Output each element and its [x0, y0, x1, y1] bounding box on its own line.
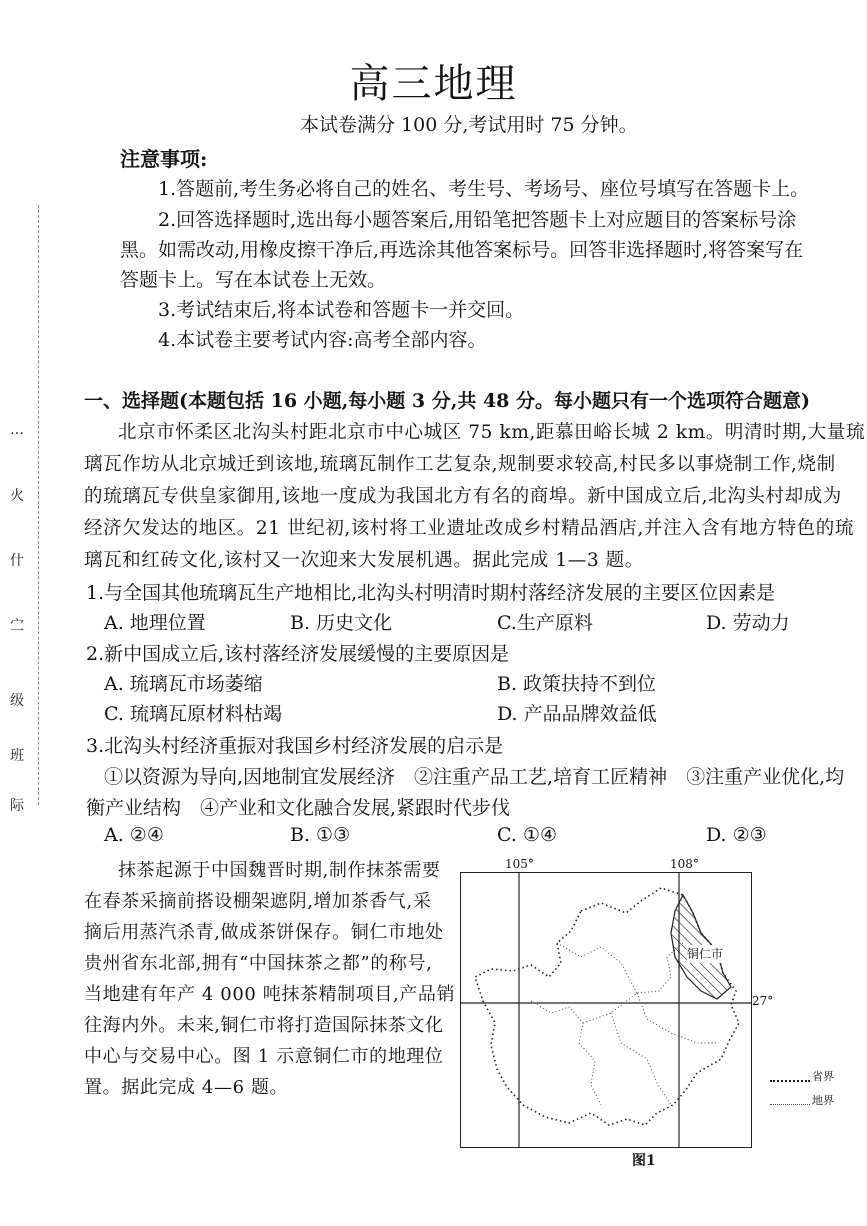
legend-line-province	[770, 1080, 810, 1082]
passage-line: 在春茶采摘前搭设棚架遮阴,增加茶香气,采	[84, 891, 432, 912]
question-1-stem: 1.与全国其他琉璃瓦生产地相比,北沟头村明清时期村落经济发展的主要区位因素是	[86, 582, 776, 604]
prefecture-boundary	[637, 993, 719, 1043]
notice-line: 黑。如需改动,用橡皮擦干净后,再选涂其他答案标号。回答非选择题时,将答案写在	[120, 239, 804, 261]
passage-line: 贵州省东北部,拥有“中国抹茶之都”的称号,	[84, 953, 433, 974]
section-heading: 一、选择题(本题包括 16 小题,每小题 3 分,共 48 分。每小题只有一个选项符合题意)	[84, 390, 811, 412]
margin-mark: 际	[10, 798, 24, 814]
q2-option-c: C. 琉璃瓦原材料枯竭	[104, 703, 282, 725]
margin-mark: …	[10, 422, 24, 438]
q1-option-b: B. 历史文化	[290, 612, 393, 634]
tongren-label: 铜仁市	[687, 947, 724, 961]
legend-label: 省界	[812, 1070, 834, 1083]
question-2-stem: 2.新中国成立后,该村落经济发展缓慢的主要原因是	[86, 643, 510, 665]
figure-caption: 图1	[632, 1153, 656, 1169]
passage-line: 中心与交易中心。图 1 示意铜仁市的地理位	[84, 1046, 444, 1067]
q3-statements: ①以资源为导向,因地制宜发展经济 ②注重产品工艺,培育工匠精神 ③注重产业优化,均	[104, 766, 845, 788]
notice-line: 4.本试卷主要考试内容:高考全部内容。	[158, 329, 487, 351]
prefecture-boundary	[557, 943, 637, 993]
page-title: 高三地理	[349, 61, 518, 107]
passage-line: 经济欠发达的地区。21 世纪初,该村将工业遗址改成乡村精品酒店,并注入含有地方特色的琉	[84, 518, 854, 539]
binding-line	[38, 205, 40, 805]
passage-line: 摘后用蒸汽杀青,做成茶饼保存。铜仁市地处	[84, 922, 444, 943]
margin-mark: 级	[10, 693, 24, 709]
margin-mark: 火	[10, 488, 24, 504]
margin-mark: 㝉	[10, 618, 24, 634]
province-boundary	[475, 888, 739, 1125]
q3-statements: 衡产业结构 ④产业和文化融合发展,紧跟时代步伐	[86, 797, 511, 819]
q3-option-d: D. ②③	[706, 824, 767, 846]
prefecture-boundary	[611, 1013, 671, 1105]
latitude-label: 27°	[752, 994, 774, 1008]
notice-line: 2.回答选择题时,选出每小题答案后,用铅笔把答题卡上对应题目的答案标号涂	[158, 209, 797, 231]
q1-option-c: C.生产原料	[497, 612, 593, 634]
prefecture-boundary	[583, 943, 683, 1023]
q2-option-d: D. 产品品牌效益低	[497, 703, 657, 725]
map-drawing	[461, 873, 751, 1147]
q3-option-a: A. ②④	[104, 824, 164, 846]
q2-option-a: A. 琉璃瓦市场萎缩	[104, 673, 263, 695]
legend-line-prefecture	[770, 1104, 810, 1105]
longitude-label: 105°	[505, 857, 534, 871]
passage-line: 抹茶起源于中国魏晋时期,制作抹茶需要	[118, 860, 441, 881]
q3-option-b: B. ①③	[290, 824, 351, 846]
margin-mark: 班	[10, 748, 24, 764]
question-3-stem: 3.北沟头村经济重振对我国乡村经济发展的启示是	[86, 735, 504, 757]
notice-line: 答题卡上。写在本试卷上无效。	[120, 269, 387, 291]
notice-heading: 注意事项:	[120, 147, 208, 171]
q2-option-b: B. 政策扶持不到位	[497, 673, 657, 695]
passage-line: 置。据此完成 4—6 题。	[84, 1077, 289, 1098]
passage-line: 往海内外。未来,铜仁市将打造国际抹茶文化	[84, 1015, 444, 1036]
legend-label: 地界	[812, 1094, 834, 1107]
passage-line: 璃瓦作坊从北京城迁到该地,琉璃瓦制作工艺复杂,规制要求较高,村民多以事烧制工作,烧制	[84, 454, 836, 475]
passage-line: 璃瓦和红砖文化,该村又一次迎来大发展机遇。据此完成 1—3 题。	[84, 550, 644, 571]
notice-line: 1.答题前,考生务必将自己的姓名、考生号、考场号、座位号填写在答题卡上。	[158, 178, 810, 200]
margin-mark: 什	[10, 553, 24, 569]
longitude-label: 108°	[670, 857, 699, 871]
page-subtitle: 本试卷满分 100 分,考试用时 75 分钟。	[300, 114, 638, 136]
q1-option-d: D. 劳动力	[706, 612, 790, 634]
passage-line: 当地建有年产 4 000 吨抹茶精制项目,产品销	[84, 984, 456, 1005]
notice-line: 3.考试结束后,将本试卷和答题卡一并交回。	[158, 299, 525, 321]
map-figure	[460, 872, 752, 1148]
q1-option-a: A. 地理位置	[104, 612, 206, 634]
passage-line: 的琉璃瓦专供皇家御用,该地一度成为我国北方有名的商埠。新中国成立后,北沟头村却成为	[84, 486, 842, 507]
q3-option-c: C. ①④	[497, 824, 558, 846]
passage-line: 北京市怀柔区北沟头村距北京市中心城区 75 km,距慕田峪长城 2 km。明清时期,大量琉	[118, 422, 866, 443]
prefecture-boundary	[531, 1001, 601, 1105]
